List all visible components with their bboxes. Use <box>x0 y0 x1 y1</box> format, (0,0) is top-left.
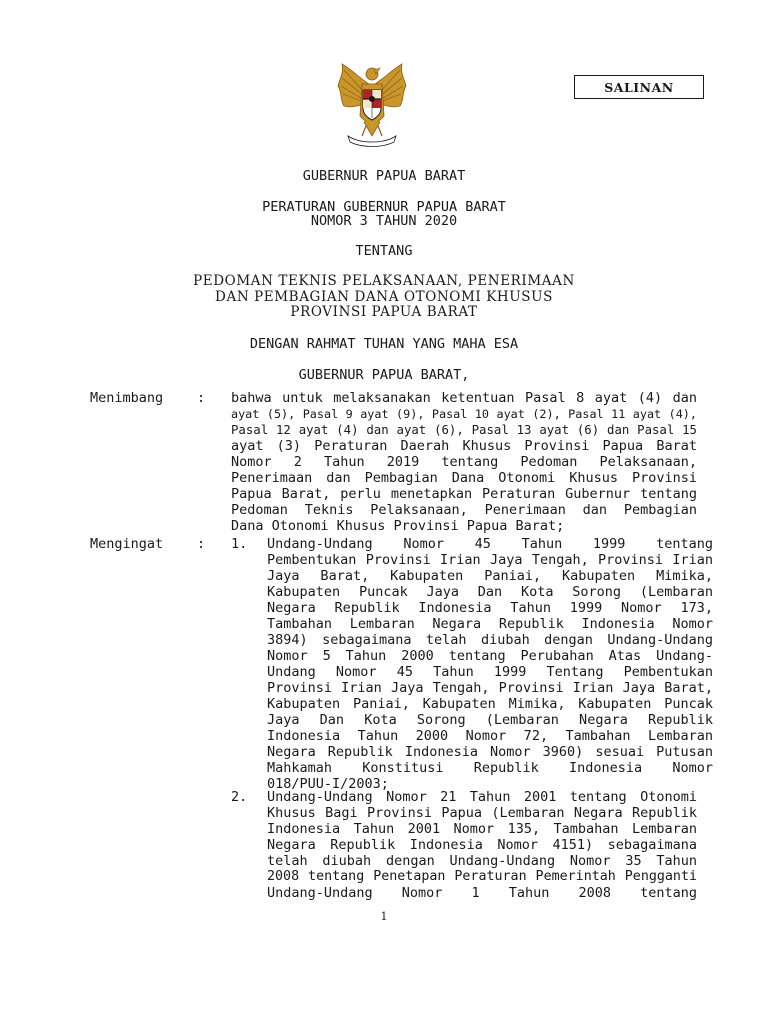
regulation-number: NOMOR 3 TAHUN 2020 <box>310 213 458 229</box>
paragraph-line: Negara Republik Indonesia Tahun 1999 Nomor 173, <box>267 600 713 616</box>
paragraph-line: Provinsi Irian Jaya Tengah, Provinsi Irian Jaya Barat, <box>267 680 713 696</box>
item-number: 2. <box>231 789 248 805</box>
paragraph-line: 3894) sebagaimana telah diubah dengan Undang-Undang <box>267 632 713 648</box>
paragraph-line: bahwa untuk melaksanakan ketentuan Pasal 8 ayat (4) dan <box>231 390 697 406</box>
paragraph-line: Mahkamah Konstitusi Republik Indonesia Nomor <box>267 760 713 776</box>
paragraph-line: Indonesia Tahun 2000 Nomor 72, Tambahan Lembaran <box>267 728 713 744</box>
paragraph-line: Pedoman Teknis Pelaksanaan, Penerimaan dan Pembagian <box>231 502 697 518</box>
invocation-heading: DENGAN RAHMAT TUHAN YANG MAHA ESA <box>249 336 519 352</box>
paragraph-line: Dana Otonomi Khusus Provinsi Papua Barat; <box>231 518 565 534</box>
menimbang-paragraph <box>231 390 697 534</box>
garuda-emblem-icon <box>334 56 410 152</box>
paragraph-line: 2008 tentang Penetapan Peraturan Pemerintah Pengganti <box>267 869 697 884</box>
page-number: 1 <box>380 910 388 923</box>
regulation-heading: PERATURAN GUBERNUR PAPUA BARAT <box>262 199 506 215</box>
mengingat-label: Mengingat <box>90 536 164 552</box>
paragraph-line: Undang Nomor 45 Tahun 1999 Tentang Pembentukan <box>267 664 713 680</box>
paragraph-line: Indonesia Tahun 2001 Nomor 135, Tambahan Lembaran <box>267 821 697 837</box>
paragraph-line: Nomor 2 Tahun 2019 tentang Pedoman Pelaksanaan, <box>231 454 697 470</box>
paragraph-line: telah diubah dengan Undang-Undang Nomor 35 Tahun <box>267 853 697 869</box>
issuer-heading: GUBERNUR PAPUA BARAT, <box>298 367 470 383</box>
regulation-title <box>0 274 768 321</box>
paragraph-line: Negara Republik Indonesia Nomor 3960) sesuai Putusan <box>267 744 713 760</box>
title-line: PROVINSI PAPUA BARAT <box>290 304 478 320</box>
paragraph-line: Undang-Undang Nomor 45 Tahun 1999 tentang <box>267 536 713 552</box>
title-line: PEDOMAN TEKNIS PELAKSANAAN, PENERIMAAN <box>193 273 575 289</box>
paragraph-line: Pembentukan Provinsi Irian Jaya Tengah, Provinsi Irian <box>267 552 713 568</box>
paragraph-line: Jaya Barat, Kabupaten Paniai, Kabupaten Mimika, <box>267 568 713 584</box>
paragraph-line: Nomor 5 Tahun 2000 tentang Perubahan Atas Undang- <box>267 648 713 664</box>
paragraph-line: Negara Republik Indonesia Nomor 4151) sebagaimana <box>267 837 697 853</box>
item-number: 1. <box>231 536 248 552</box>
paragraph-line: Kabupaten Puncak Jaya Dan Kota Sorong (Lembaran <box>267 584 713 600</box>
paragraph-line: Kabupaten Paniai, Kabupaten Mimika, Kabupaten Puncak <box>267 696 713 712</box>
paragraph-line: Pasal 12 ayat (4) dan ayat (6), Pasal 13 ayat (6) dan Pasal 15 <box>231 423 697 437</box>
authority-heading: GUBERNUR PAPUA BARAT <box>302 168 466 184</box>
mengingat-item-2 <box>267 789 697 901</box>
menimbang-colon: : <box>197 390 206 406</box>
menimbang-label: Menimbang <box>90 390 164 406</box>
about-heading: TENTANG <box>355 243 413 259</box>
paragraph-line: Jaya Dan Kota Sorong (Lembaran Negara Republik <box>267 712 713 728</box>
salinan-badge: SALINAN <box>574 75 704 99</box>
paragraph-line: Tambahan Lembaran Negara Republik Indonesia Nomor <box>267 616 713 632</box>
paragraph-line: Papua Barat, perlu menetapkan Peraturan Gubernur tentang <box>231 486 697 502</box>
paragraph-line: 018/PUU-I/2003; <box>267 776 389 792</box>
paragraph-line: Khusus Bagi Provinsi Papua (Lembaran Negara Republik <box>267 805 697 821</box>
mengingat-item-1 <box>267 536 713 792</box>
paragraph-line: Undang-Undang Nomor 1 Tahun 2008 tentang <box>267 885 697 901</box>
paragraph-line: Penerimaan dan Pembagian Dana Otonomi Khusus Provinsi <box>231 470 697 486</box>
title-line: DAN PEMBAGIAN DANA OTONOMI KHUSUS <box>215 288 553 305</box>
paragraph-line: ayat (3) Peraturan Daerah Khusus Provinsi Papua Barat <box>231 438 697 454</box>
paragraph-line: Undang-Undang Nomor 21 Tahun 2001 tentang Otonomi <box>267 789 697 805</box>
mengingat-colon: : <box>197 536 206 552</box>
paragraph-line: ayat (5), Pasal 9 ayat (9), Pasal 10 ayat (2), Pasal 11 ayat (4), <box>231 407 697 421</box>
